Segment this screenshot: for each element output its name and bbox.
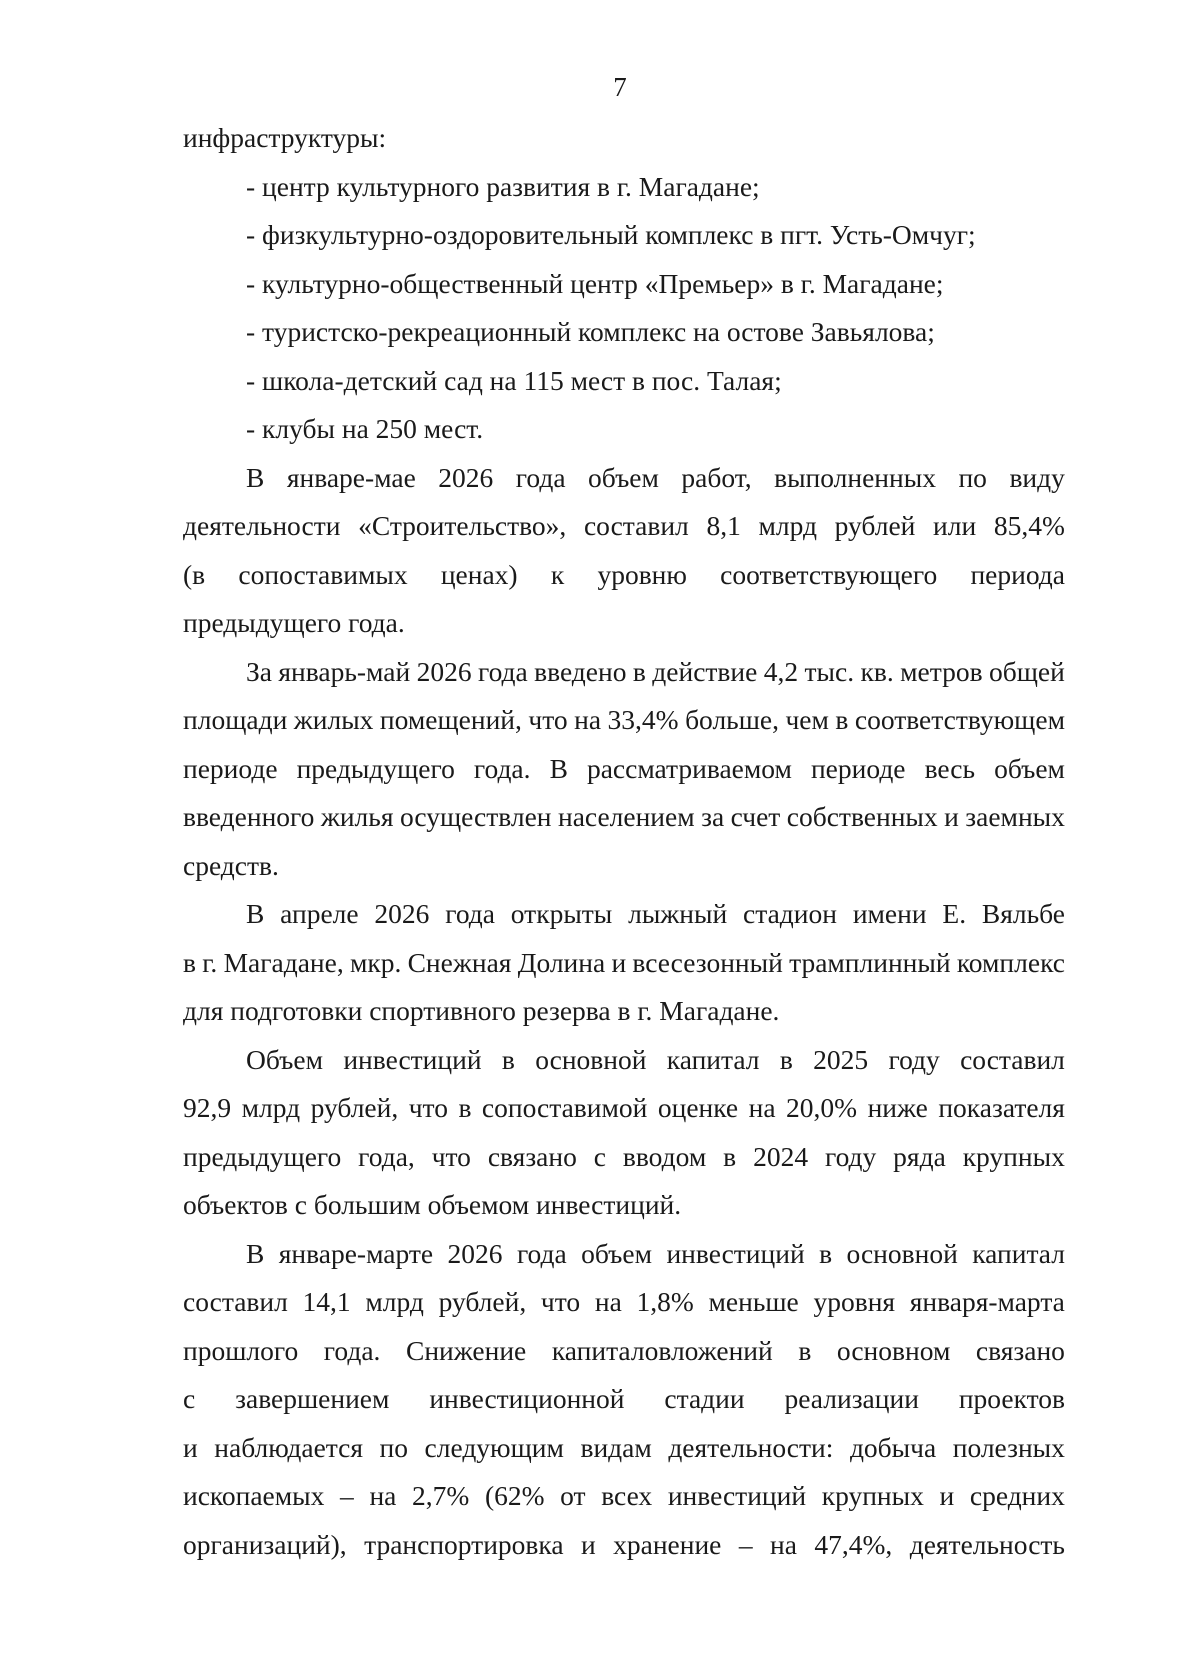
word: в [779, 1043, 793, 1075]
word: всех [601, 1480, 653, 1511]
word: мкр. [349, 946, 402, 978]
list-item: - культурно-общественный центр «Премьер» в г. Магадане; [246, 267, 944, 299]
word: В [246, 461, 265, 493]
word: году [888, 1043, 940, 1075]
word: млрд [365, 1286, 424, 1317]
word: к [550, 558, 565, 590]
word: – [738, 1528, 753, 1560]
word: 14,1 [302, 1286, 351, 1317]
justified-line [183, 648, 1065, 697]
word: с [593, 1140, 606, 1172]
word: 2025 [813, 1043, 869, 1075]
word: периоде [810, 752, 906, 784]
word: рублей, [438, 1286, 527, 1317]
word: рублей [834, 510, 916, 541]
list-item: - туристско-рекреационный комплекс на остове Завьялова; [246, 316, 935, 347]
word: сопоставимых [238, 558, 408, 590]
word: вводом [622, 1140, 707, 1172]
word: составил [183, 1286, 288, 1317]
word: стадион [743, 898, 837, 929]
justified-line [183, 1036, 1065, 1085]
word: наблюдается [214, 1431, 363, 1463]
word: следующим [424, 1431, 564, 1463]
word: года [445, 898, 495, 929]
word: деятельности: [668, 1431, 834, 1463]
justified-line [183, 939, 1065, 988]
word: ниже [867, 1092, 928, 1123]
word: основной [535, 1043, 647, 1075]
intro-line: инфраструктуры: [183, 122, 387, 153]
word: 2026 [447, 1237, 503, 1269]
word: меньше [708, 1286, 799, 1317]
word: с [183, 1383, 196, 1414]
paragraph-investments-2025 [183, 1036, 1065, 1230]
justified-line [183, 454, 1065, 503]
word: инвестиций [667, 1480, 807, 1511]
word: инвестиционной [429, 1383, 625, 1414]
justified-line [183, 1424, 1065, 1473]
word: что [408, 1092, 448, 1123]
word: чем [785, 704, 829, 735]
word: года [516, 1237, 567, 1269]
word: Вяльбе [981, 898, 1065, 929]
word: тыс. [804, 655, 855, 687]
word: в [723, 1140, 737, 1172]
word: В [549, 752, 568, 784]
word: году [824, 1140, 877, 1172]
word: помещений, [379, 704, 522, 735]
word: в [819, 1237, 833, 1269]
word: и [944, 801, 959, 832]
word: млрд [758, 510, 817, 541]
word: 20,0% [786, 1092, 858, 1123]
word: уровня [813, 1286, 896, 1317]
word: рассматриваемом [586, 752, 792, 784]
word: на [748, 1092, 776, 1123]
word: январе-марте [278, 1237, 434, 1269]
word: ископаемых [183, 1480, 325, 1511]
word: трамплинный [789, 946, 951, 978]
word: инвестиций [343, 1043, 482, 1075]
word: весь [924, 752, 976, 784]
word: виду [1009, 461, 1065, 493]
word: и [939, 1480, 955, 1511]
word: основном [836, 1334, 951, 1366]
document-body [183, 114, 1065, 1569]
word: года [515, 461, 566, 493]
word: В [246, 1237, 265, 1269]
justified-line [183, 1521, 1065, 1570]
word: (в [183, 558, 206, 590]
word: млрд [241, 1092, 301, 1123]
word: 2,7% [412, 1480, 470, 1511]
word: 8,1 [706, 510, 741, 541]
word: выполненных [774, 461, 936, 493]
justified-line [183, 1327, 1065, 1376]
word: деятельность [909, 1528, 1065, 1560]
word: в [835, 704, 849, 735]
facility-list [183, 163, 1065, 454]
word: больше, [685, 704, 779, 735]
word: января-марта [909, 1286, 1065, 1317]
word: что [431, 1140, 471, 1172]
word: всесезонный [632, 946, 783, 978]
word: инвестиций [666, 1237, 805, 1269]
word: организаций), [183, 1528, 347, 1560]
word: действие [652, 655, 758, 687]
justified-line [183, 551, 1065, 600]
word: периоде [183, 752, 278, 784]
word: счет [730, 801, 781, 832]
word: на [369, 1480, 397, 1511]
word: Снижение [406, 1334, 527, 1366]
word: по [379, 1431, 408, 1463]
justified-line [183, 890, 1065, 939]
list-item: - школа-детский сад на 115 мест в пос. Талая; [246, 364, 782, 396]
word: в [798, 1334, 812, 1366]
word: площади [183, 704, 288, 735]
word: ценах) [440, 558, 518, 590]
word: в [632, 655, 646, 687]
word: крупных [821, 1480, 924, 1511]
word: жилья [320, 801, 394, 832]
justified-line [183, 745, 1065, 794]
word: 2026 [416, 655, 472, 687]
word: общей [989, 655, 1065, 687]
word: г. [202, 946, 218, 978]
word: капитал [666, 1043, 760, 1075]
word: средних [969, 1480, 1065, 1511]
word: соответствующем [854, 704, 1065, 735]
word: показателя [938, 1092, 1065, 1123]
word: периода [970, 558, 1065, 590]
word: метров [900, 655, 983, 687]
word: собственных [786, 801, 938, 832]
word: апреле [280, 898, 359, 929]
word: проектов [958, 1383, 1065, 1414]
paragraph-housing [183, 648, 1065, 891]
paragraph-last-line: для подготовки спортивного резерва в г. Магадане. [183, 995, 780, 1026]
word: «Строительство», [358, 510, 567, 541]
justified-line [183, 793, 1065, 842]
word: Долина [517, 946, 606, 978]
word: полезных [952, 1431, 1065, 1463]
word: (62% [484, 1480, 545, 1511]
paragraph-last-line: предыдущего года. [183, 607, 405, 638]
word: от [560, 1480, 586, 1511]
word: кв. [860, 655, 894, 687]
word: реализации [784, 1383, 919, 1414]
justified-line [183, 1084, 1065, 1133]
word: что [528, 704, 568, 735]
word: транспортировка [364, 1528, 564, 1560]
justified-line [183, 1230, 1065, 1279]
word: жилых [293, 704, 374, 735]
word: года. [473, 752, 531, 784]
word: ряда [893, 1140, 946, 1172]
paragraph-investments-2026 [183, 1230, 1065, 1570]
word: в [458, 1092, 472, 1123]
word: объем [581, 1237, 653, 1269]
word: или [933, 510, 977, 541]
word: объем [588, 461, 659, 493]
word: основной [846, 1237, 958, 1269]
word: лыжный [628, 898, 728, 929]
word: на [594, 1286, 622, 1317]
word: Е. [942, 898, 967, 929]
word: 2026 [438, 461, 494, 493]
word: и [183, 1431, 198, 1463]
word: рублей, [310, 1092, 399, 1123]
paragraph-construction [183, 454, 1065, 648]
word: года, [358, 1140, 415, 1172]
word: в [183, 946, 196, 978]
word: капитал [972, 1237, 1065, 1269]
word: и [611, 946, 627, 978]
word: составил [583, 510, 689, 541]
word: 4,2 [763, 655, 799, 687]
word: 47,4%, [814, 1528, 893, 1560]
list-item: - клубы на 250 мест. [246, 413, 484, 444]
list-item: - центр культурного развития в г. Магадане; [246, 170, 760, 202]
word: работ, [681, 461, 752, 493]
word: за [701, 801, 725, 832]
word: введенного [183, 801, 315, 832]
word: и [580, 1528, 596, 1560]
word: объем [994, 752, 1065, 784]
word: на [574, 704, 602, 735]
justified-line [183, 1472, 1065, 1521]
word: 1,8% [636, 1286, 694, 1317]
word: крупных [962, 1140, 1065, 1172]
word: комплекс [956, 946, 1065, 978]
word: январь-май [278, 655, 411, 687]
word: предыдущего [183, 1140, 342, 1172]
word: деятельности [183, 510, 341, 541]
justified-line [183, 1133, 1065, 1182]
word: видам [580, 1431, 652, 1463]
word: на [770, 1528, 797, 1560]
word: капиталовложений [551, 1334, 773, 1366]
justified-line [183, 502, 1065, 551]
justified-line [183, 1278, 1065, 1327]
word: соответствующего [720, 558, 938, 590]
word: стадии [664, 1383, 745, 1414]
word: заемных [965, 801, 1065, 832]
paragraph-last-line: средств. [183, 849, 279, 881]
justified-line [183, 1375, 1065, 1424]
word: 92,9 [183, 1092, 232, 1123]
word: завершением [235, 1383, 390, 1414]
word: населением [557, 801, 695, 832]
word: уровню [597, 558, 687, 590]
word: Объем [246, 1043, 323, 1075]
paragraph-last-line: объектов с большим объемом инвестиций. [183, 1189, 682, 1220]
word: январе-мае [286, 461, 416, 493]
word: года [477, 655, 528, 687]
justified-line [183, 696, 1065, 745]
word: открыты [510, 898, 613, 929]
word: предыдущего [296, 752, 455, 784]
word: сопоставимой [481, 1092, 648, 1123]
word: осуществлен [399, 801, 552, 832]
paragraph-sports [183, 890, 1065, 1036]
word: За [246, 655, 272, 687]
word: составил [960, 1043, 1065, 1075]
word: года. [323, 1334, 381, 1366]
word: в [501, 1043, 515, 1075]
word: оценке [657, 1092, 739, 1123]
word: имени [852, 898, 927, 929]
word: – [340, 1480, 354, 1511]
word: связано [975, 1334, 1065, 1366]
word: связано [487, 1140, 577, 1172]
word: хранение [613, 1528, 722, 1560]
word: 2024 [753, 1140, 809, 1172]
word: Магадане, [223, 946, 344, 978]
word: Снежная [407, 946, 512, 978]
word: введено [534, 655, 627, 687]
word: по [958, 461, 987, 493]
word: добыча [849, 1431, 937, 1463]
word: что [540, 1286, 581, 1317]
list-item: - физкультурно-оздоровительный комплекс в пгт. Усть-Омчуг; [246, 219, 976, 250]
word: 85,4% [993, 510, 1065, 541]
word: 2026 [374, 898, 430, 929]
word: прошлого [183, 1334, 299, 1366]
word: В [246, 898, 265, 929]
word: 33,4% [607, 704, 679, 735]
page-number: 7 [613, 72, 627, 102]
